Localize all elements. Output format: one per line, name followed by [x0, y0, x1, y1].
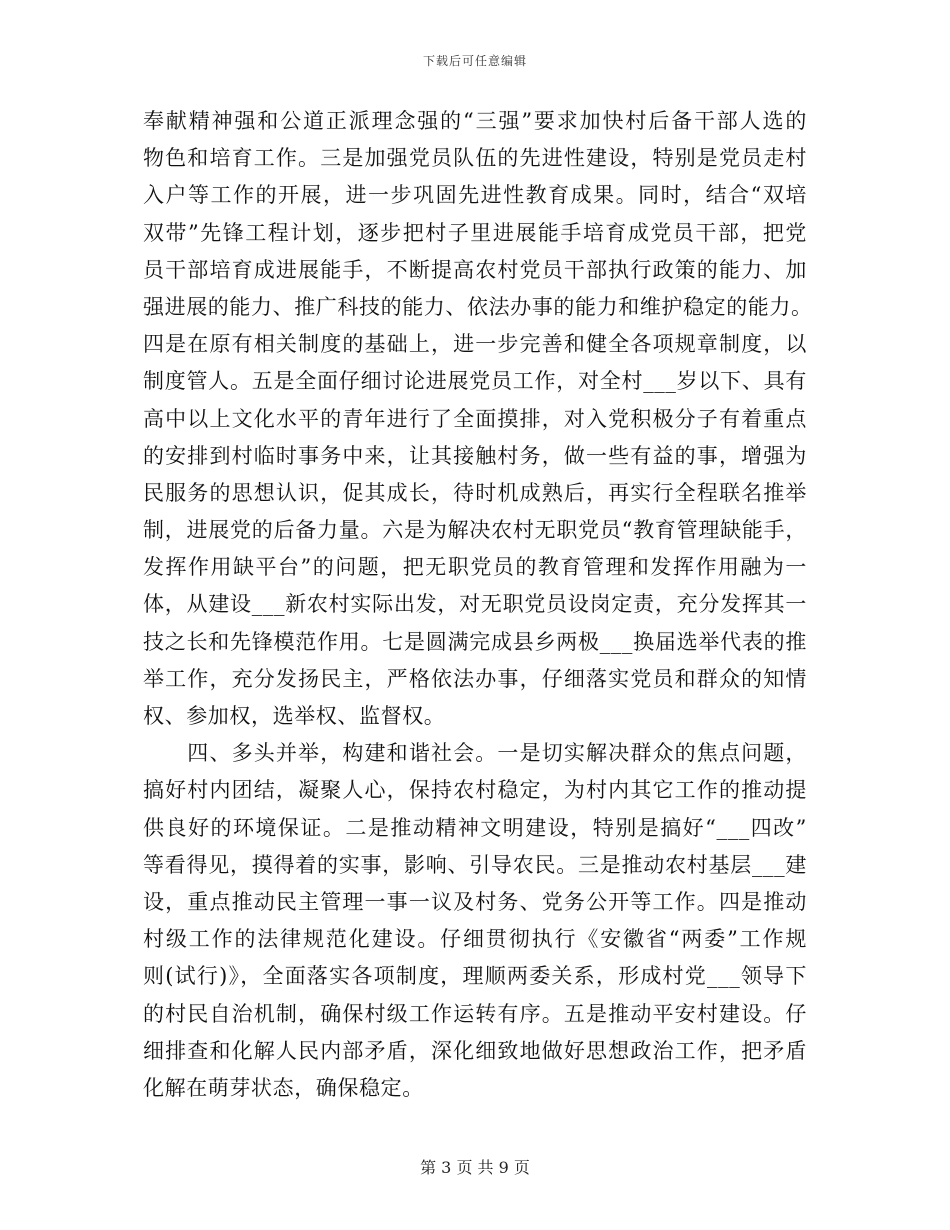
text-line: 技之长和先锋模范作用。七是圆满完成县乡两极___换届选举代表的推 [143, 629, 807, 654]
text-line: 供良好的环境保证。二是推动精神文明建设，特别是搞好“___四改” [143, 815, 807, 840]
text-line: 四、多头并举，构建和谐社会。一是切实解决群众的焦点问题， [143, 741, 807, 766]
text-line: 的村民自治机制，确保村级工作运转有序。五是推动平安村建设。仔 [143, 1001, 807, 1026]
text-line: 则(试行)》，全面落实各项制度，理顺两委关系，形成村党___领导下 [143, 964, 807, 989]
text-line: 高中以上文化水平的青年进行了全面摸排，对入党积极分子有着重点 [143, 406, 807, 431]
paragraph-2 [143, 735, 807, 1107]
text-line: 制度管人。五是全面仔细讨论进展党员工作，对全村___岁以下、具有 [143, 369, 807, 394]
document-body [143, 103, 813, 1107]
text-line: 村级工作的法律规范化建设。仔细贯彻执行《安徽省“两委”工作规 [143, 927, 808, 952]
text-line: 权、参加权，选举权、监督权。 [143, 704, 446, 728]
text-line: 入户等工作的开展，进一步巩固先进性教育成果。同时，结合“双培 [143, 183, 807, 208]
text-line: 制，进展党的后备力量。六是为解决农村无职党员“教育管理缺能手， [143, 518, 807, 543]
text-line: 化解在萌芽状态，确保稳定。 [143, 1075, 424, 1100]
paragraph-1 [143, 103, 813, 735]
text-line: 设，重点推动民主管理一事一议及村务、党务公开等工作。四是推动 [143, 889, 807, 914]
text-line: 强进展的能力、推广科技的能力、依法办事的能力和维护稳定的能力。 [143, 294, 813, 319]
text-line: 等看得见，摸得着的实事，影响、引导农民。三是推动农村基层___建 [143, 852, 807, 877]
page-number: 第 3 页 共 9 页 [420, 1158, 530, 1177]
text-line: 搞好村内团结，凝聚人心，保持农村稳定，为村内其它工作的推动提 [143, 778, 807, 803]
text-line: 举工作，充分发扬民主，严格依法办事，仔细落实党员和群众的知情 [143, 666, 807, 691]
text-line: 细排查和化解人民内部矛盾，深化细致地做好思想政治工作，把矛盾 [143, 1038, 807, 1063]
text-line: 物色和培育工作。三是加强党员队伍的先进性建设，特别是党员走村 [143, 146, 807, 171]
text-line: 民服务的思想认识，促其成长，待时机成熟后，再实行全程联名推举 [143, 480, 807, 505]
text-line: 奉献精神强和公道正派理念强的“三强”要求加快村后备干部人选的 [143, 109, 807, 133]
text-line: 员干部培育成进展能手，不断提高农村党员干部执行政策的能力、加 [143, 257, 807, 282]
text-line: 体，从建设___新农村实际出发，对无职党员设岗定责，充分发挥其一 [143, 592, 807, 617]
text-line: 的安排到村临时事务中来，让其接触村务，做一些有益的事，增强为 [143, 443, 807, 468]
text-line: 双带”先锋工程计划，逐步把村子里进展能手培育成党员干部，把党 [143, 220, 807, 245]
text-line: 四是在原有相关制度的基础上，进一步完善和健全各项规章制度，以 [143, 332, 807, 357]
text-line: 发挥作用缺平台”的问题，把无职党员的教育管理和发挥作用融为一 [143, 555, 807, 580]
page-header-note: 下载后可任意编辑 [422, 54, 527, 68]
